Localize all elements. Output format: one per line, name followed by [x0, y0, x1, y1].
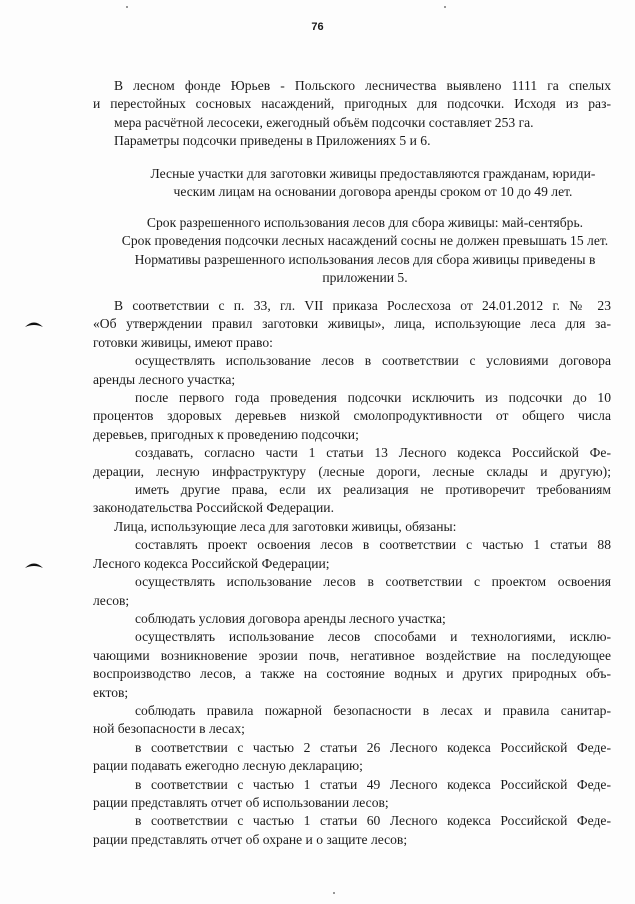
- paragraph-lease-terms: [93, 165, 611, 202]
- text-line: ческим лицам на основании договора аренды сроком от 10 до 49 лет.: [173, 184, 573, 200]
- text-line: соблюдать правила пожарной безопасности в лесах и правила санитар-: [135, 702, 611, 718]
- page-number: 76: [311, 21, 324, 33]
- text-line: процентов здоровых деревьев низкой смолопродуктивности от общего числа: [93, 408, 611, 424]
- text-line: чающими возникновение эрозии почв, негативное воздействие на последующее: [93, 647, 611, 663]
- text-line: Лица, использующие леса для заготовки живицы, обязаны:: [114, 518, 457, 534]
- text-line: осуществлять использование лесов в соответствии с условиями договора: [135, 353, 611, 369]
- text-line: приложении 5.: [322, 270, 408, 286]
- text-line: деревьев, пригодных к проведению подсочки;: [93, 426, 359, 442]
- text-line: создавать, согласно части 1 статьи 13 Лесного кодекса Российской Фе-: [135, 445, 611, 461]
- text-line: Срок разрешенного использования лесов для сбора живицы: май-сентябрь.: [146, 215, 584, 230]
- text-line: Лесные участки для заготовки живицы предоставляются гражданам, юриди-: [150, 166, 596, 181]
- text-line: иметь другие права, если их реализация не противоречит требованиям: [135, 482, 611, 498]
- text-line: и перестойных сосновых насаждений, пригодных для подсочки. Исходя из раз-: [93, 96, 611, 112]
- scan-speck: [333, 892, 335, 894]
- text-line: Срок проведения подсочки лесных насаждений сосны не должен превышать 15 лет.: [121, 233, 609, 249]
- text-line: после первого года проведения подсочки исключить из подсочки до 10: [135, 390, 611, 406]
- text-line: в соответствии с частью 1 статьи 60 Лесного кодекса Российской Феде-: [135, 813, 611, 829]
- text-line: дерации, лесную инфраструктуру (лесные дороги, лесные склады и другую);: [93, 463, 611, 479]
- text-line: Нормативы разрешенного использования лесов для сбора живицы приведены в: [134, 251, 596, 267]
- text-line: рации подавать ежегодно лесную декларацию;: [93, 758, 363, 774]
- text-line: ной безопасности в лесах;: [93, 721, 245, 737]
- text-line: Параметры подсочки приведены в Приложениях 5 и 6.: [114, 133, 431, 149]
- text-line: осуществлять использование лесов способами и технологиями, исклю-: [135, 629, 611, 645]
- text-line: мера расчётной лесосеки, ежегодный объём подсочки составляет 253 га.: [114, 114, 534, 130]
- paragraph-forest-fund: [93, 77, 611, 151]
- text-line: Лесного кодекса Российской Федерации;: [93, 555, 330, 571]
- text-line: соблюдать условия договора аренды лесного участка;: [135, 610, 446, 626]
- text-line: воспроизводство лесов, а также на состояние водных и других природных объ-: [93, 666, 611, 682]
- text-line: осуществлять использование лесов в соответствии с проектом освоения: [135, 574, 611, 590]
- paragraph-rights-obligations: [93, 297, 611, 849]
- text-line: В лесном фонде Юрьев - Польского лесничества выявлено 1111 га спелых: [114, 78, 611, 93]
- scan-speck: [126, 6, 128, 8]
- binder-hole-mark-icon: [24, 319, 44, 329]
- paragraph-period: [93, 214, 611, 288]
- text-line: «Об утверждении правил заготовки живицы», лица, использующие леса для за-: [93, 316, 611, 332]
- text-line: в соответствии с частью 1 статьи 49 Лесного кодекса Российской Феде-: [135, 776, 611, 792]
- text-line: аренды лесного участка;: [93, 371, 236, 387]
- text-line: рации представлять отчет об охране и о защите лесов;: [93, 831, 408, 847]
- text-line: лесов;: [93, 592, 130, 608]
- scan-speck: [444, 6, 446, 8]
- binder-hole-mark-icon: [24, 560, 44, 570]
- text-line: ектов;: [93, 684, 129, 700]
- text-line: рации представлять отчет об использовании лесов;: [93, 794, 389, 810]
- text-line: готовки живицы, имеют право:: [93, 334, 273, 350]
- text-line: составлять проект освоения лесов в соответствии с частью 1 статьи 88: [135, 537, 611, 553]
- text-line: в соответствии с частью 2 статьи 26 Лесного кодекса Российской Феде-: [135, 739, 611, 755]
- text-line: законодательства Российской Федерации.: [93, 500, 334, 516]
- text-line: В соответствии с п. 33, гл. VII приказа Рослесхоза от 24.01.2012 г. № 23: [114, 298, 611, 313]
